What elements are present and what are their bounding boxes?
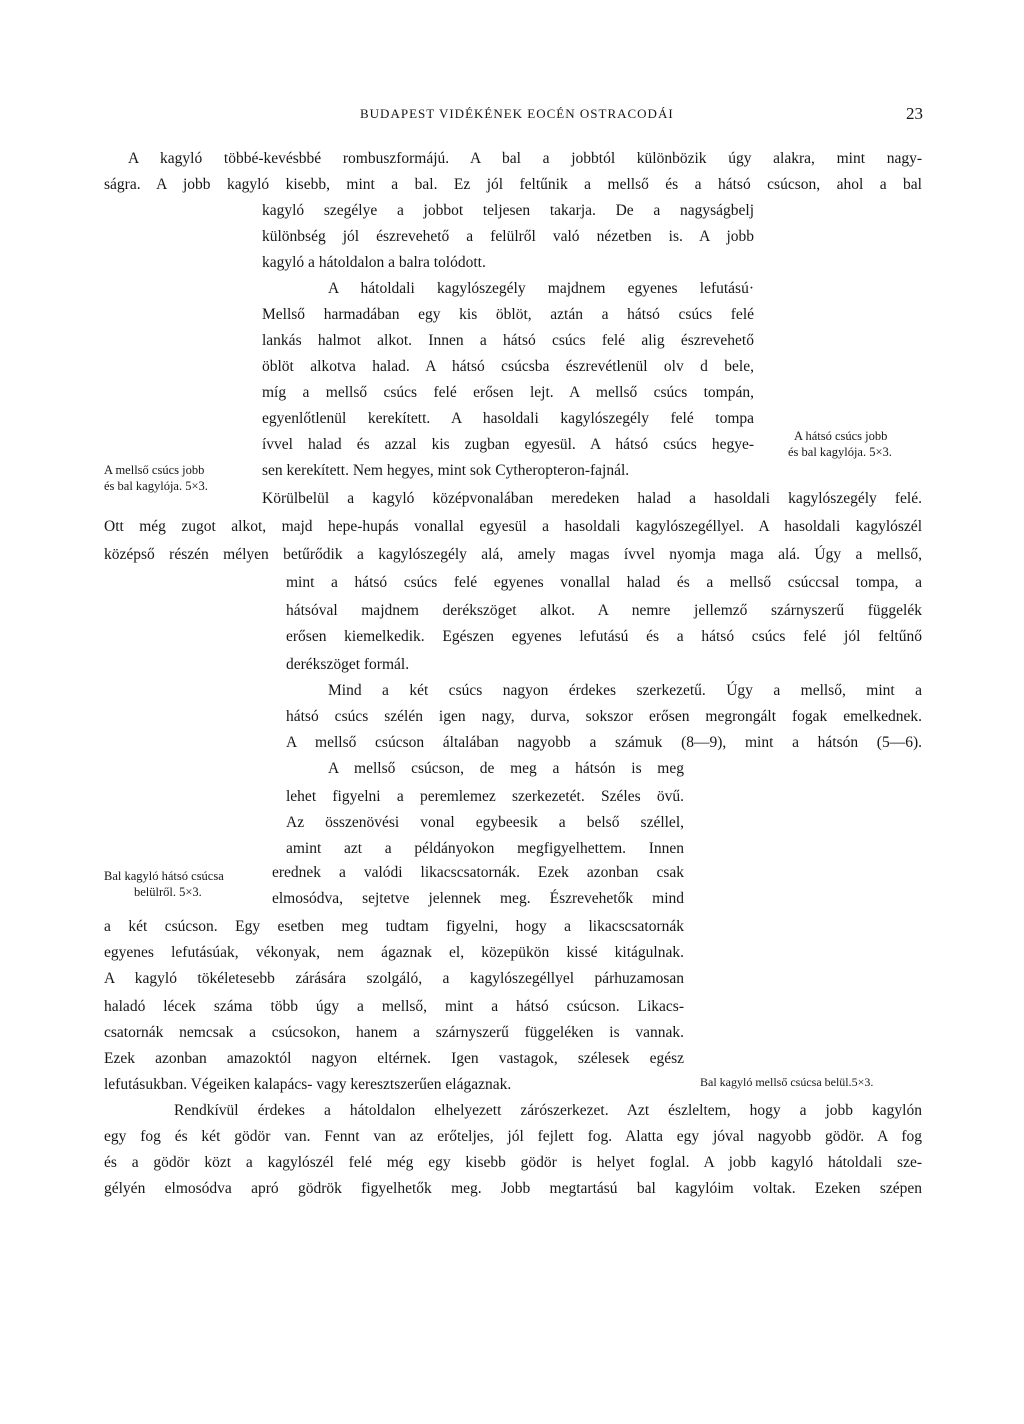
text-line: csatornák nemcsak a csúcsokon, hanem a szárnyszerű függeléken is vannak. <box>104 1024 684 1041</box>
text-line: erednek a valódi likacscsatornák. Ezek azonban csak <box>272 864 684 881</box>
text-line: derékszöget formál. <box>286 656 410 673</box>
text-line: a két csúcson. Egy esetben meg tudtam figyelni, hogy a likacscsatornák <box>104 918 684 935</box>
text-line: lefutásukban. Végeiken kalapács- vagy keresztszerűen elágaznak. <box>104 1076 512 1093</box>
caption-line: és bal kagylója. 5×3. <box>104 479 208 493</box>
text-line: Rendkívül érdekes a hátoldalon elhelyezett zárószerkezet. Azt észleltem, hogy a jobb kagylón <box>174 1102 922 1119</box>
text-line: amint azt a példányokon megfigyelhettem. Innen <box>286 840 684 857</box>
running-title: BUDAPEST VIDÉKÉNEK EOCÉN OSTRACODÁI <box>360 106 674 121</box>
text-line: A mellső csúcson általában nagyobb a számuk (8—9), mint a hátsón (5—6). <box>286 734 922 751</box>
text-line: Az összenövési vonal egybeesik a belső széllel, <box>286 814 684 831</box>
text-line: A hátoldali kagylószegély majdnem egyenes lefutású· <box>328 280 754 297</box>
text-line: hátsóval majdnem derékszöget alkot. A nemre jellemző szárnyszerű függelék <box>286 602 922 619</box>
text-line: Ott még zugot alkot, majd hepe-hupás vonallal egyesül a hasoldali kagylószegéllyel. A hasoldali kagylószél <box>104 518 922 535</box>
text-line: míg a mellső csúcs felé erősen lejt. A mellső csúcs tompán, <box>262 384 754 401</box>
text-line: A kagyló tökéletesebb zárására szolgáló, a kagylószegéllyel párhuzamosan <box>104 970 684 987</box>
text-line: lankás halmot alkot. Innen a hátsó csúcs felé alig észrevehető <box>262 332 754 349</box>
page-number: 23 <box>906 104 923 123</box>
text-line: Mind a két csúcs nagyon érdekes szerkezetű. Úgy a mellső, mint a <box>328 682 922 699</box>
text-line: Mellső harmadában egy kis öblöt, aztán a hátsó csúcs felé <box>262 306 754 323</box>
caption-line: A hátsó csúcs jobb <box>794 429 888 443</box>
figure-caption <box>788 428 892 460</box>
figure-caption <box>700 1074 873 1090</box>
text-line: gélyén elmosódva apró gödrök figyelhetők meg. Jobb megtartású bal kagylóim voltak. Ezeken szépen <box>104 1180 922 1197</box>
text-line: egy fog és két gödör van. Fennt van az erőteljes, jól fejlett fog. Alatta egy jóval nagyobb gödör. A fog <box>104 1128 922 1145</box>
caption-line: és bal kagylója. 5×3. <box>788 445 892 459</box>
text-line: ívvel halad és azzal kis zugban egyesül. A hátsó csúcs hegye- <box>262 436 754 453</box>
text-line: A kagyló többé-kevésbbé rombuszformájú. A bal a jobbtól különbözik úgy alakra, mint nagy- <box>128 150 922 167</box>
caption-line: Bal kagyló hátsó csúcsa <box>104 869 224 883</box>
text-line: öblöt alkotva halad. A hátsó csúcsba észrevétlenül olv d bele, <box>262 358 754 375</box>
caption-line: A mellső csúcs jobb <box>104 463 205 477</box>
text-line: ságra. A jobb kagyló kisebb, mint a bal. Ez jól feltűnik a mellső és a hátsó csúcson, ahol a bal <box>104 176 922 193</box>
text-line: egyenes lefutásúak, vékonyak, nem ágaznak el, közepükön kissé kitágulnak. <box>104 944 684 961</box>
text-line: különbség jól észrevehető a felülről való nézetben is. A jobb <box>262 228 754 245</box>
caption-line: belülről. 5×3. <box>134 885 202 899</box>
text-line: egyenlőtlenül kerekített. A hasoldali kagylószegély felé tompa <box>262 410 754 427</box>
text-line: és a gödör közt a kagylószél felé még egy kisebb gödör is helyet foglal. A jobb kagyló hátoldali sze- <box>104 1154 922 1171</box>
text-line: kagyló a hátoldalon a balra tolódott. <box>262 254 486 271</box>
caption-line: Bal kagyló mellső csúcsa belül.5×3. <box>700 1075 874 1089</box>
text-line: Ezek azonban amazoktól nagyon eltérnek. Igen vastagok, szélesek egész <box>104 1050 684 1067</box>
text-line: hátsó csúcs szélén igen nagy, durva, sokszor erősen megrongált fogak emelkednek. <box>286 708 922 725</box>
text-line: A mellső csúcson, de meg a hátsón is meg <box>328 760 684 777</box>
figure-caption <box>104 462 208 494</box>
text-line: kagyló szegélye a jobbot teljesen takarja. De a nagyságbelj <box>262 202 754 219</box>
text-line: középső részén mélyen betűrődik a kagylószegély alá, amely magas ívvel nyomja maga alá. Úgy a mellső, <box>104 546 922 563</box>
text-line: erősen kiemelkedik. Egészen egyenes lefutású és a hátsó csúcs felé jól feltűnő <box>286 628 922 645</box>
text-line: sen kerekített. Nem hegyes, mint sok Cytheropteron-fajnál. <box>262 462 630 479</box>
text-line: elmosódva, sejtetve jelennek meg. Észrevehetők mind <box>272 890 684 907</box>
figure-caption <box>104 868 224 900</box>
text-line: haladó lécek száma több úgy a mellső, mint a hátsó csúcson. Likacs- <box>104 998 684 1015</box>
text-line: Körülbelül a kagyló középvonalában meredeken halad a hasoldali kagylószegély felé. <box>262 490 922 507</box>
text-line: mint a hátsó csúcs felé egyenes vonallal halad és a mellső csúccsal tompa, a <box>286 574 922 591</box>
text-line: lehet figyelni a peremlemez szerkezetét. Széles övű. <box>286 788 684 805</box>
